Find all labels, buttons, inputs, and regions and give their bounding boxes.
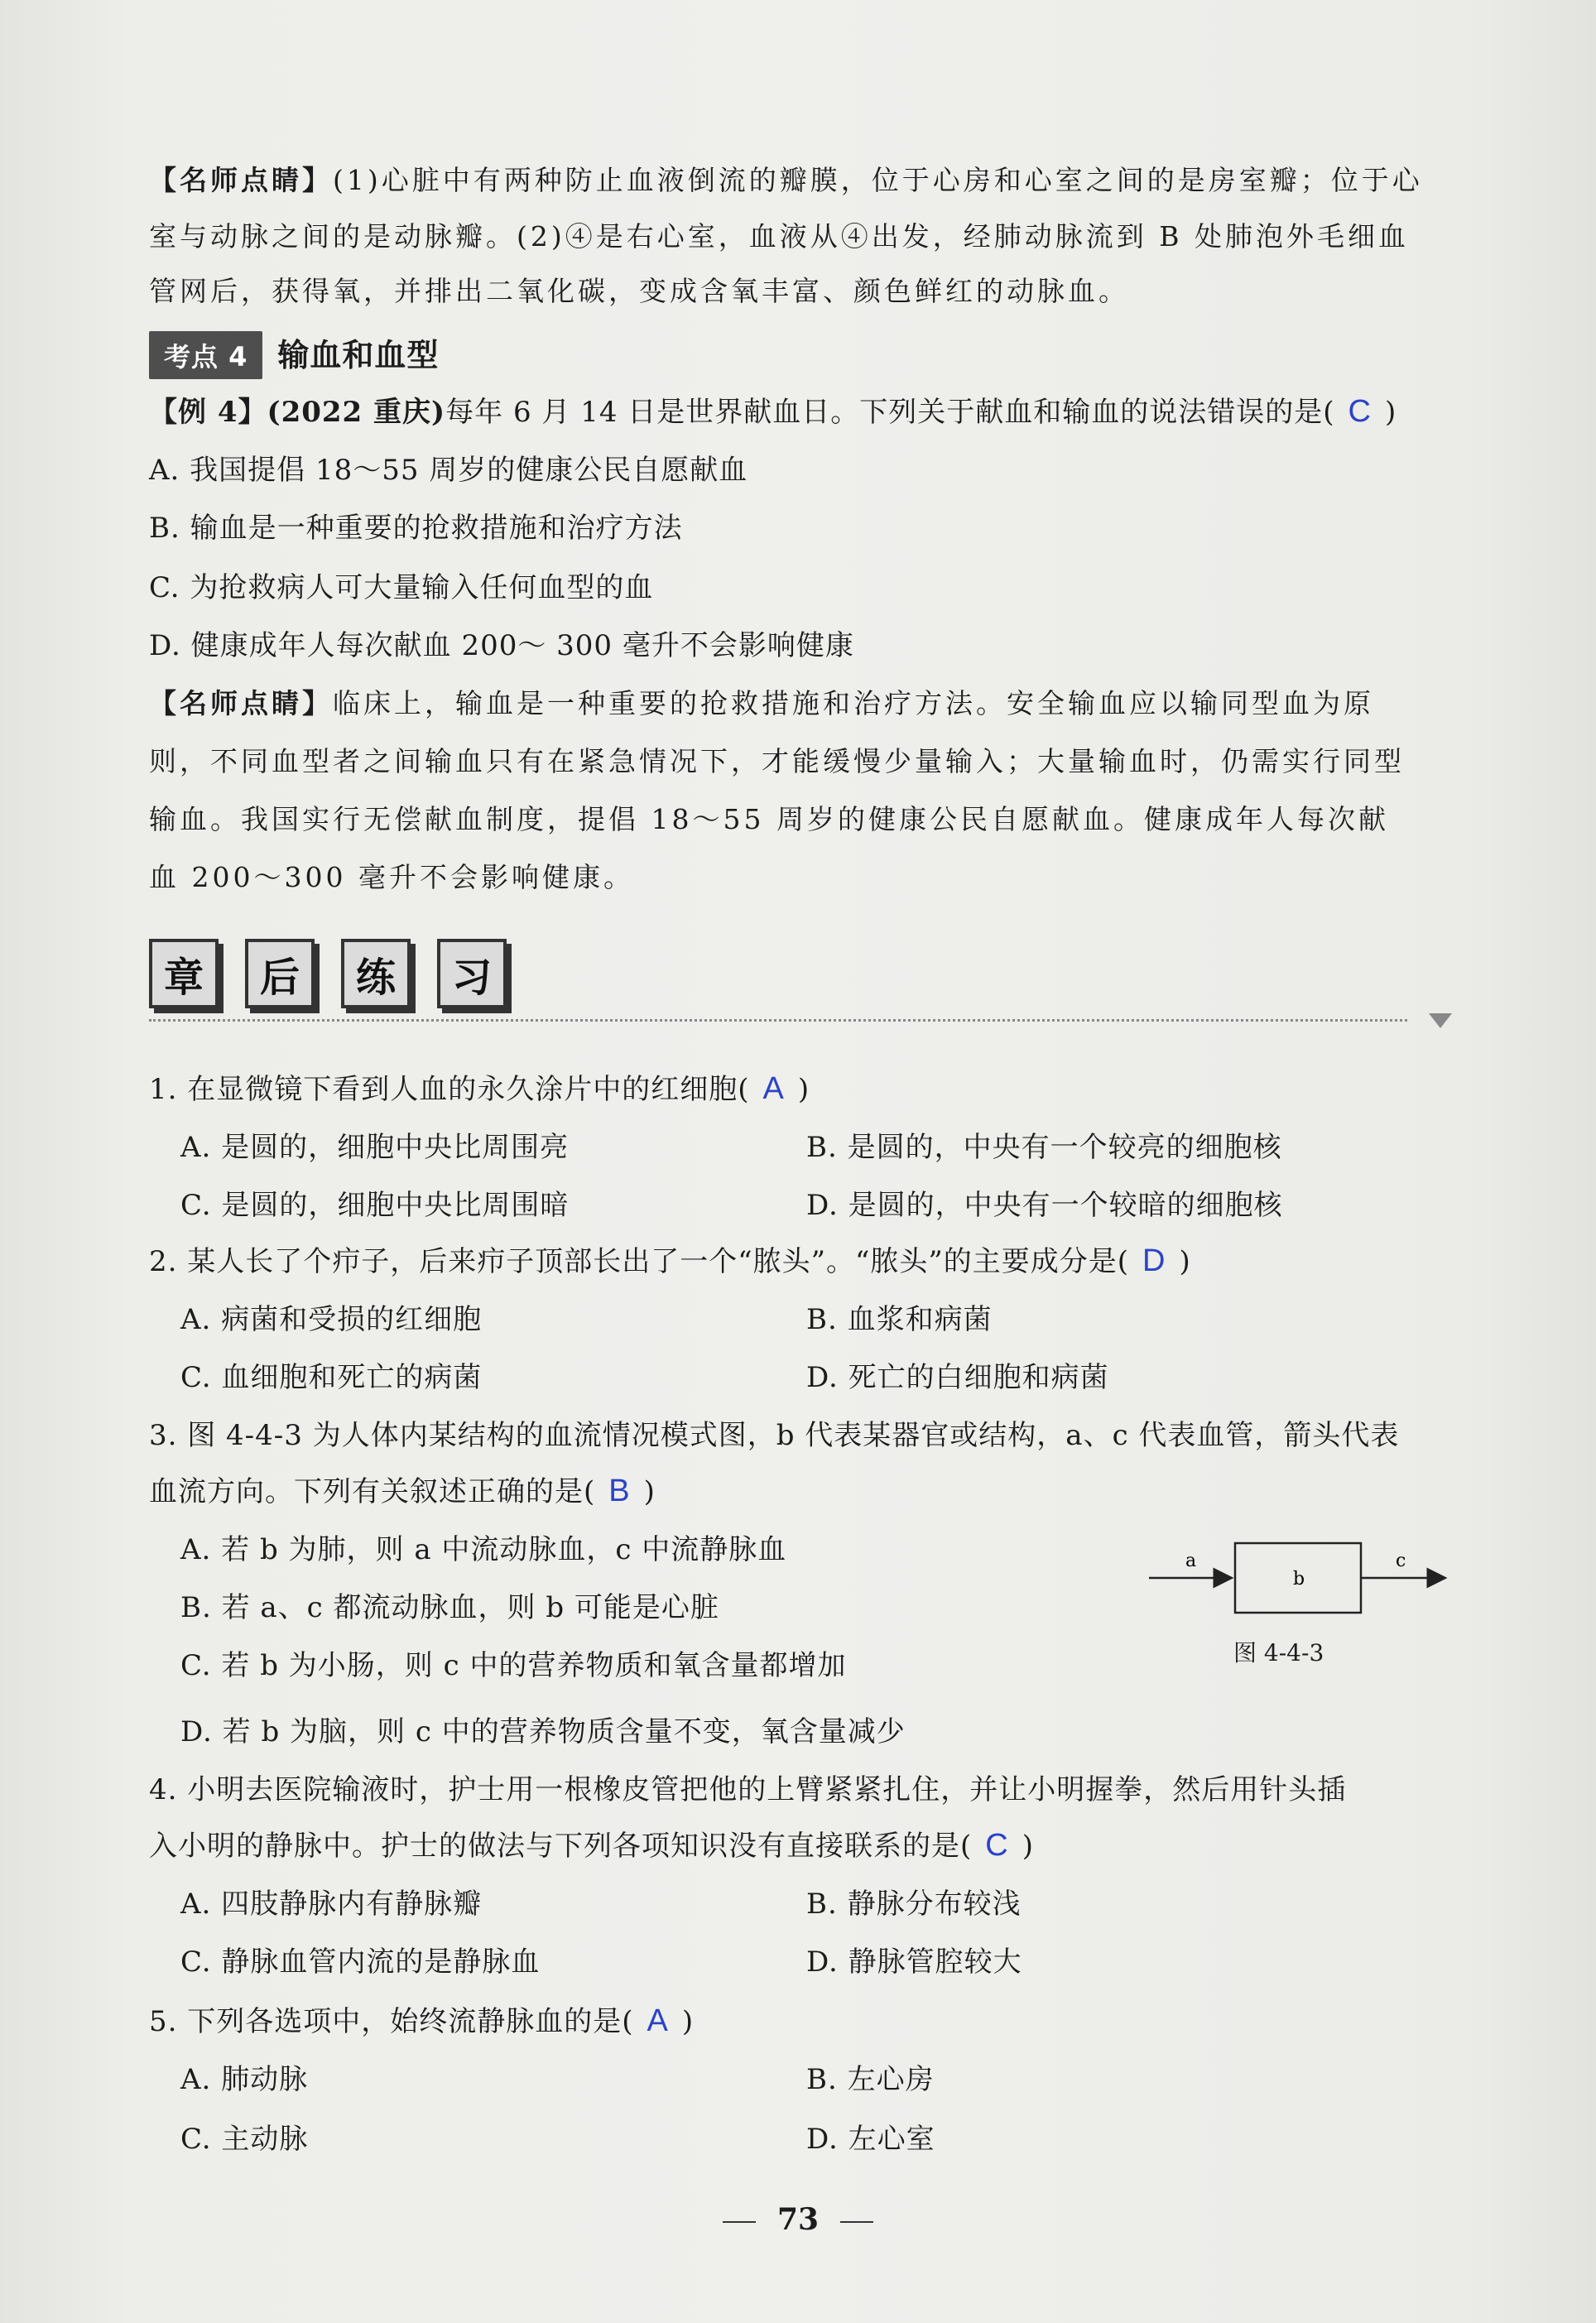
q3-answer: B [608,1474,631,1508]
note-label: 【名师点睛】 [149,164,333,196]
example4-option-b: B. 输血是一种重要的抢救措施和治疗方法 [149,512,683,545]
label-c: c [1396,1551,1406,1571]
q5-option-d: D. 左心室 [806,2123,935,2156]
q1-option-c: C. 是圆的，细胞中央比周围暗 [180,1189,570,1222]
note2-label: 【名师点睛】 [149,687,333,719]
label-b: b [1293,1569,1305,1590]
q4-option-c: C. 静脉血管内流的是静脉血 [180,1945,541,1979]
page-number-footer [0,2202,1596,2237]
q5-option-a: A. 肺动脉 [180,2063,309,2096]
dash-left [723,2221,756,2223]
section-char-4: 习 [437,939,507,1008]
q3-option-c: C. 若 b 为小肠，则 c 中的营养物质和氧含量都增加 [180,1649,847,1682]
kaodian-title: 输血和血型 [277,337,440,373]
figure-caption: 图 4-4-3 [1233,1639,1324,1666]
section-divider [149,1019,1407,1022]
note-line-2: 室与动脉之间的是动脉瓣。(2)④是右心室，血液从④出发，经肺动脉流到 B 处肺泡外毛细血 [149,220,1409,252]
triangle-marker-icon [1429,1013,1452,1028]
note2-line-3: 输血。我国实行无偿献血制度，提倡 18～55 周岁的健康公民自愿献血。健康成年人每次献 [149,803,1389,835]
q5-option-c: C. 主动脉 [180,2123,309,2156]
q4-option-a: A. 四肢静脉内有静脉瓣 [180,1888,483,1921]
q5-stem: 5. 下列各选项中，始终流静脉血的是( A ) [149,2003,695,2038]
section-char-2: 后 [245,939,315,1008]
q4-stem-line-1: 4. 小明去医院输液时，护士用一根橡皮管把他的上臂紧紧扎住，并让小明握拳，然后用针头插 [149,1773,1347,1806]
q4-answer: C [985,1828,1009,1863]
q1-option-b: B. 是圆的，中央有一个较亮的细胞核 [806,1131,1282,1164]
note2-line-1: 【名师点睛】临床上，输血是一种重要的抢救措施和治疗方法。安全输血应以输同型血为原 [149,687,1374,719]
q5-option-b: B. 左心房 [806,2063,935,2096]
q2-option-d: D. 死亡的白细胞和病菌 [806,1361,1109,1394]
q1-option-a: A. 是圆的，细胞中央比周围亮 [180,1131,570,1164]
example4-label: 【例 4】(2022 重庆) [149,396,446,429]
kaodian-heading [149,329,439,379]
q2-option-b: B. 血浆和病菌 [806,1303,993,1336]
label-a: a [1185,1551,1197,1571]
q4-stem-line-2: 入小明的静脉中。护士的做法与下列各项知识没有直接联系的是( C ) [149,1828,1034,1863]
q2-stem: 2. 某人长了个疖子，后来疖子顶部长出了一个“脓头”。“脓头”的主要成分是( D ) [149,1243,1191,1278]
q3-option-d: D. 若 b 为脑，则 c 中的营养物质含量不变，氧含量减少 [180,1715,906,1748]
section-char-3: 练 [341,939,411,1008]
q1-option-d: D. 是圆的，中央有一个较暗的细胞核 [806,1189,1283,1222]
q3-stem-line-1: 3. 图 4-4-3 为人体内某结构的血流情况模式图，b 代表某器官或结构，a、c 代表血管，箭头代表 [149,1419,1400,1452]
kaodian-tag: 考点 4 [149,331,262,379]
q4-option-d: D. 静脉管腔较大 [806,1945,1022,1979]
note2-line-4: 血 200～300 毫升不会影响健康。 [149,861,634,893]
note-line-3: 管网后，获得氧，并排出二氧化碳，变成含氧丰富、颜色鲜红的动脉血。 [149,275,1129,307]
dash-right [840,2221,873,2223]
section-heading [149,939,507,1008]
q3-option-b: B. 若 a、c 都流动脉血，则 b 可能是心脏 [180,1591,719,1624]
example4-option-d: D. 健康成年人每次献血 200～ 300 毫升不会影响健康 [149,629,854,662]
q2-option-c: C. 血细胞和死亡的病菌 [180,1361,483,1394]
note-line-1: 【名师点睛】(1)心脏中有两种防止血液倒流的瓣膜，位于心房和心室之间的是房室瓣；位于心 [149,164,1423,196]
q3-stem-line-2: 血流方向。下列有关叙述正确的是( B ) [149,1474,656,1508]
note2-line-2: 则，不同血型者之间输血只有在紧急情况下，才能缓慢少量输入；大量输血时，仍需实行同型 [149,745,1405,777]
q1-stem: 1. 在显微镜下看到人血的永久涂片中的红细胞( A ) [149,1071,810,1106]
q2-answer: D [1142,1243,1166,1278]
section-char-1: 章 [149,939,219,1008]
example4-option-c: C. 为抢救病人可大量输入任何血型的血 [149,571,654,604]
q2-option-a: A. 病菌和受损的红细胞 [180,1303,483,1336]
q1-answer: A [762,1071,785,1106]
q4-option-b: B. 静脉分布较浅 [806,1888,1022,1921]
q5-answer: A [647,2003,669,2038]
page-number: 73 [776,2202,820,2237]
q3-option-a: A. 若 b 为肺，则 a 中流动脉血，c 中流静脉血 [180,1533,787,1566]
example4-answer: C [1348,394,1372,429]
example4-option-a: A. 我国提倡 18～55 周岁的健康公民自愿献血 [149,454,748,487]
example4-stem: 【例 4】(2022 重庆)每年 6 月 14 日是世界献血日。下列关于献血和输血的说法错误的是( C ) [149,394,1397,429]
